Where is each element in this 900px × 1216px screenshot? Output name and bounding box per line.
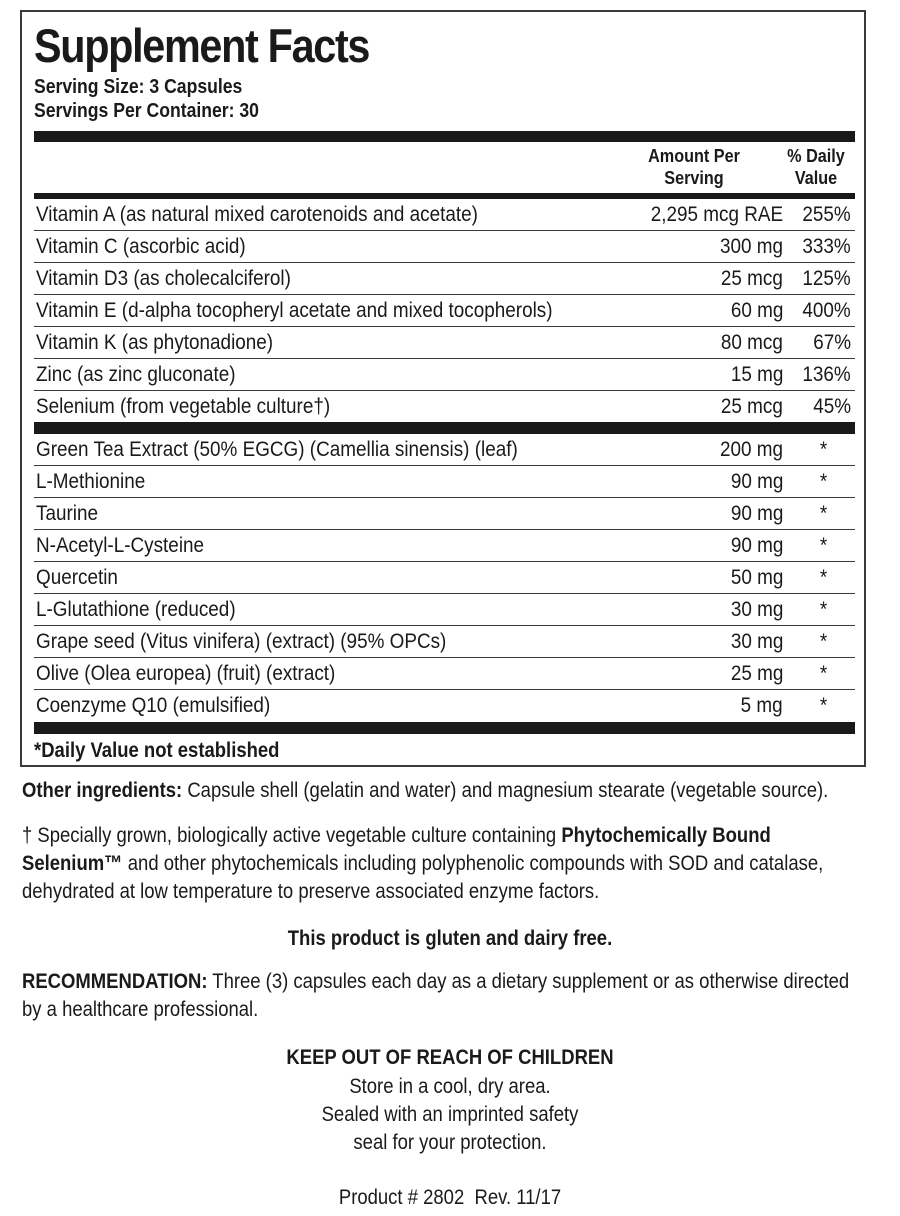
ingredient-daily-value: * — [819, 566, 827, 589]
ingredient-daily-value: * — [819, 470, 827, 493]
table-row — [34, 691, 855, 722]
bottom-divider-bar — [34, 722, 855, 734]
table-row — [34, 595, 855, 626]
ingredient-daily-value: * — [819, 694, 827, 717]
nutrient-amount: 25 mcg — [721, 395, 783, 418]
ingredient-amount: 90 mg — [730, 502, 783, 525]
ingredient-name: Grape seed (Vitus vinifera) (extract) (95% OPCs) — [36, 630, 447, 653]
nutrient-name: Vitamin C (ascorbic acid) — [36, 235, 246, 258]
ingredient-daily-value: * — [819, 438, 827, 461]
top-divider-bar — [34, 131, 855, 142]
dagger-note-lead: † Specially grown, biologically active vegetable culture containing — [22, 824, 562, 847]
ingredient-name: Quercetin — [36, 566, 118, 589]
other-ingredients — [22, 777, 867, 805]
table-row — [34, 264, 855, 295]
table-row — [34, 200, 855, 231]
ingredient-amount: 90 mg — [730, 470, 783, 493]
column-header-daily-value: % Daily Value — [787, 146, 845, 188]
dagger-note — [22, 822, 867, 906]
recommendation-text: Three (3) capsules each day as a dietary supplement or as otherwise directed by a healthcare professional. — [22, 970, 850, 1021]
ingredient-name: L-Glutathione (reduced) — [36, 598, 236, 621]
other-ingredients-label: Other ingredients: — [22, 779, 183, 802]
ingredient-name: Coenzyme Q10 (emulsified) — [36, 694, 271, 717]
nutrient-name: Vitamin E (d-alpha tocopheryl acetate and mixed tocopherols) — [36, 299, 553, 322]
table-row — [34, 531, 855, 562]
panel-title: Supplement Facts — [34, 19, 370, 72]
ingredient-daily-value: * — [819, 662, 827, 685]
ingredient-name: Green Tea Extract (50% EGCG) (Camellia sinensis) (leaf) — [36, 438, 518, 461]
nutrient-name: Vitamin D3 (as cholecalciferol) — [36, 267, 291, 290]
nutrient-daily-value: 333% — [802, 235, 851, 258]
recommendation-label: RECOMMENDATION: — [22, 970, 208, 993]
ingredient-amount: 30 mg — [730, 630, 783, 653]
nutrient-daily-value: 45% — [813, 395, 851, 418]
table-row — [34, 392, 855, 423]
ingredient-amount: 30 mg — [730, 598, 783, 621]
storage-line-1: Store in a cool, dry area. — [349, 1075, 551, 1098]
nutrient-name: Vitamin A (as natural mixed carotenoids and acetate) — [36, 203, 478, 226]
supplement-facts-panel — [20, 10, 866, 767]
daily-value-footnote: *Daily Value not established — [34, 739, 280, 762]
nutrient-daily-value: 125% — [802, 267, 851, 290]
section-divider-bar — [34, 422, 855, 434]
table-row — [34, 328, 855, 359]
ingredient-amount: 90 mg — [730, 534, 783, 557]
ingredient-name: L-Methionine — [36, 470, 146, 493]
dagger-note-bold: Phytochemically Bound Selenium™ — [22, 824, 771, 875]
header-divider-bar — [34, 193, 855, 199]
nutrient-name: Vitamin K (as phytonadione) — [36, 331, 274, 354]
ingredient-daily-value: * — [819, 598, 827, 621]
nutrient-amount: 300 mg — [719, 235, 783, 258]
table-row — [34, 232, 855, 263]
table-row — [34, 563, 855, 594]
other-ingredients-text: Capsule shell (gelatin and water) and magnesium stearate (vegetable source). — [182, 779, 829, 802]
nutrient-name: Zinc (as zinc gluconate) — [36, 363, 236, 386]
recommendation — [22, 968, 867, 1024]
gluten-dairy-note: This product is gluten and dairy free. — [287, 927, 613, 950]
storage-line-3: seal for your protection. — [353, 1131, 547, 1154]
storage-line-2: Sealed with an imprinted safety — [321, 1103, 579, 1126]
ingredient-daily-value: * — [819, 502, 827, 525]
nutrient-daily-value: 136% — [802, 363, 851, 386]
nutrient-amount: 15 mg — [730, 363, 783, 386]
table-row — [34, 467, 855, 498]
ingredient-name: N-Acetyl-L-Cysteine — [36, 534, 205, 557]
table-row — [34, 435, 855, 466]
serving-size: Serving Size: 3 Capsules — [34, 76, 243, 98]
nutrient-daily-value: 255% — [802, 203, 851, 226]
table-row — [34, 360, 855, 391]
nutrient-amount: 60 mg — [730, 299, 783, 322]
ingredient-amount: 200 mg — [719, 438, 783, 461]
nutrient-amount: 2,295 mcg RAE — [650, 203, 783, 226]
table-row — [34, 296, 855, 327]
table-row — [34, 659, 855, 690]
ingredient-name: Olive (Olea europea) (fruit) (extract) — [36, 662, 336, 685]
dagger-note-tail: and other phytochemicals including polyphenolic compounds with SOD and catalase, dehydrated at low temperature to preserve associated enzyme factors. — [22, 852, 824, 903]
ingredient-daily-value: * — [819, 534, 827, 557]
warning-heading: KEEP OUT OF REACH OF CHILDREN — [286, 1046, 614, 1069]
column-header-amount: Amount Per Serving — [648, 146, 740, 188]
nutrient-daily-value: 400% — [802, 299, 851, 322]
ingredient-daily-value: * — [819, 630, 827, 653]
table-row — [34, 499, 855, 530]
ingredient-name: Taurine — [36, 502, 99, 525]
nutrient-amount: 80 mcg — [721, 331, 783, 354]
nutrient-amount: 25 mcg — [721, 267, 783, 290]
servings-per-container: Servings Per Container: 30 — [34, 100, 259, 122]
ingredient-amount: 5 mg — [740, 694, 783, 717]
nutrient-name: Selenium (from vegetable culture†) — [36, 395, 331, 418]
ingredient-amount: 50 mg — [730, 566, 783, 589]
product-number: Product # 2802 Rev. 11/17 — [338, 1186, 562, 1209]
nutrient-daily-value: 67% — [813, 331, 851, 354]
ingredient-amount: 25 mg — [730, 662, 783, 685]
table-row — [34, 627, 855, 658]
